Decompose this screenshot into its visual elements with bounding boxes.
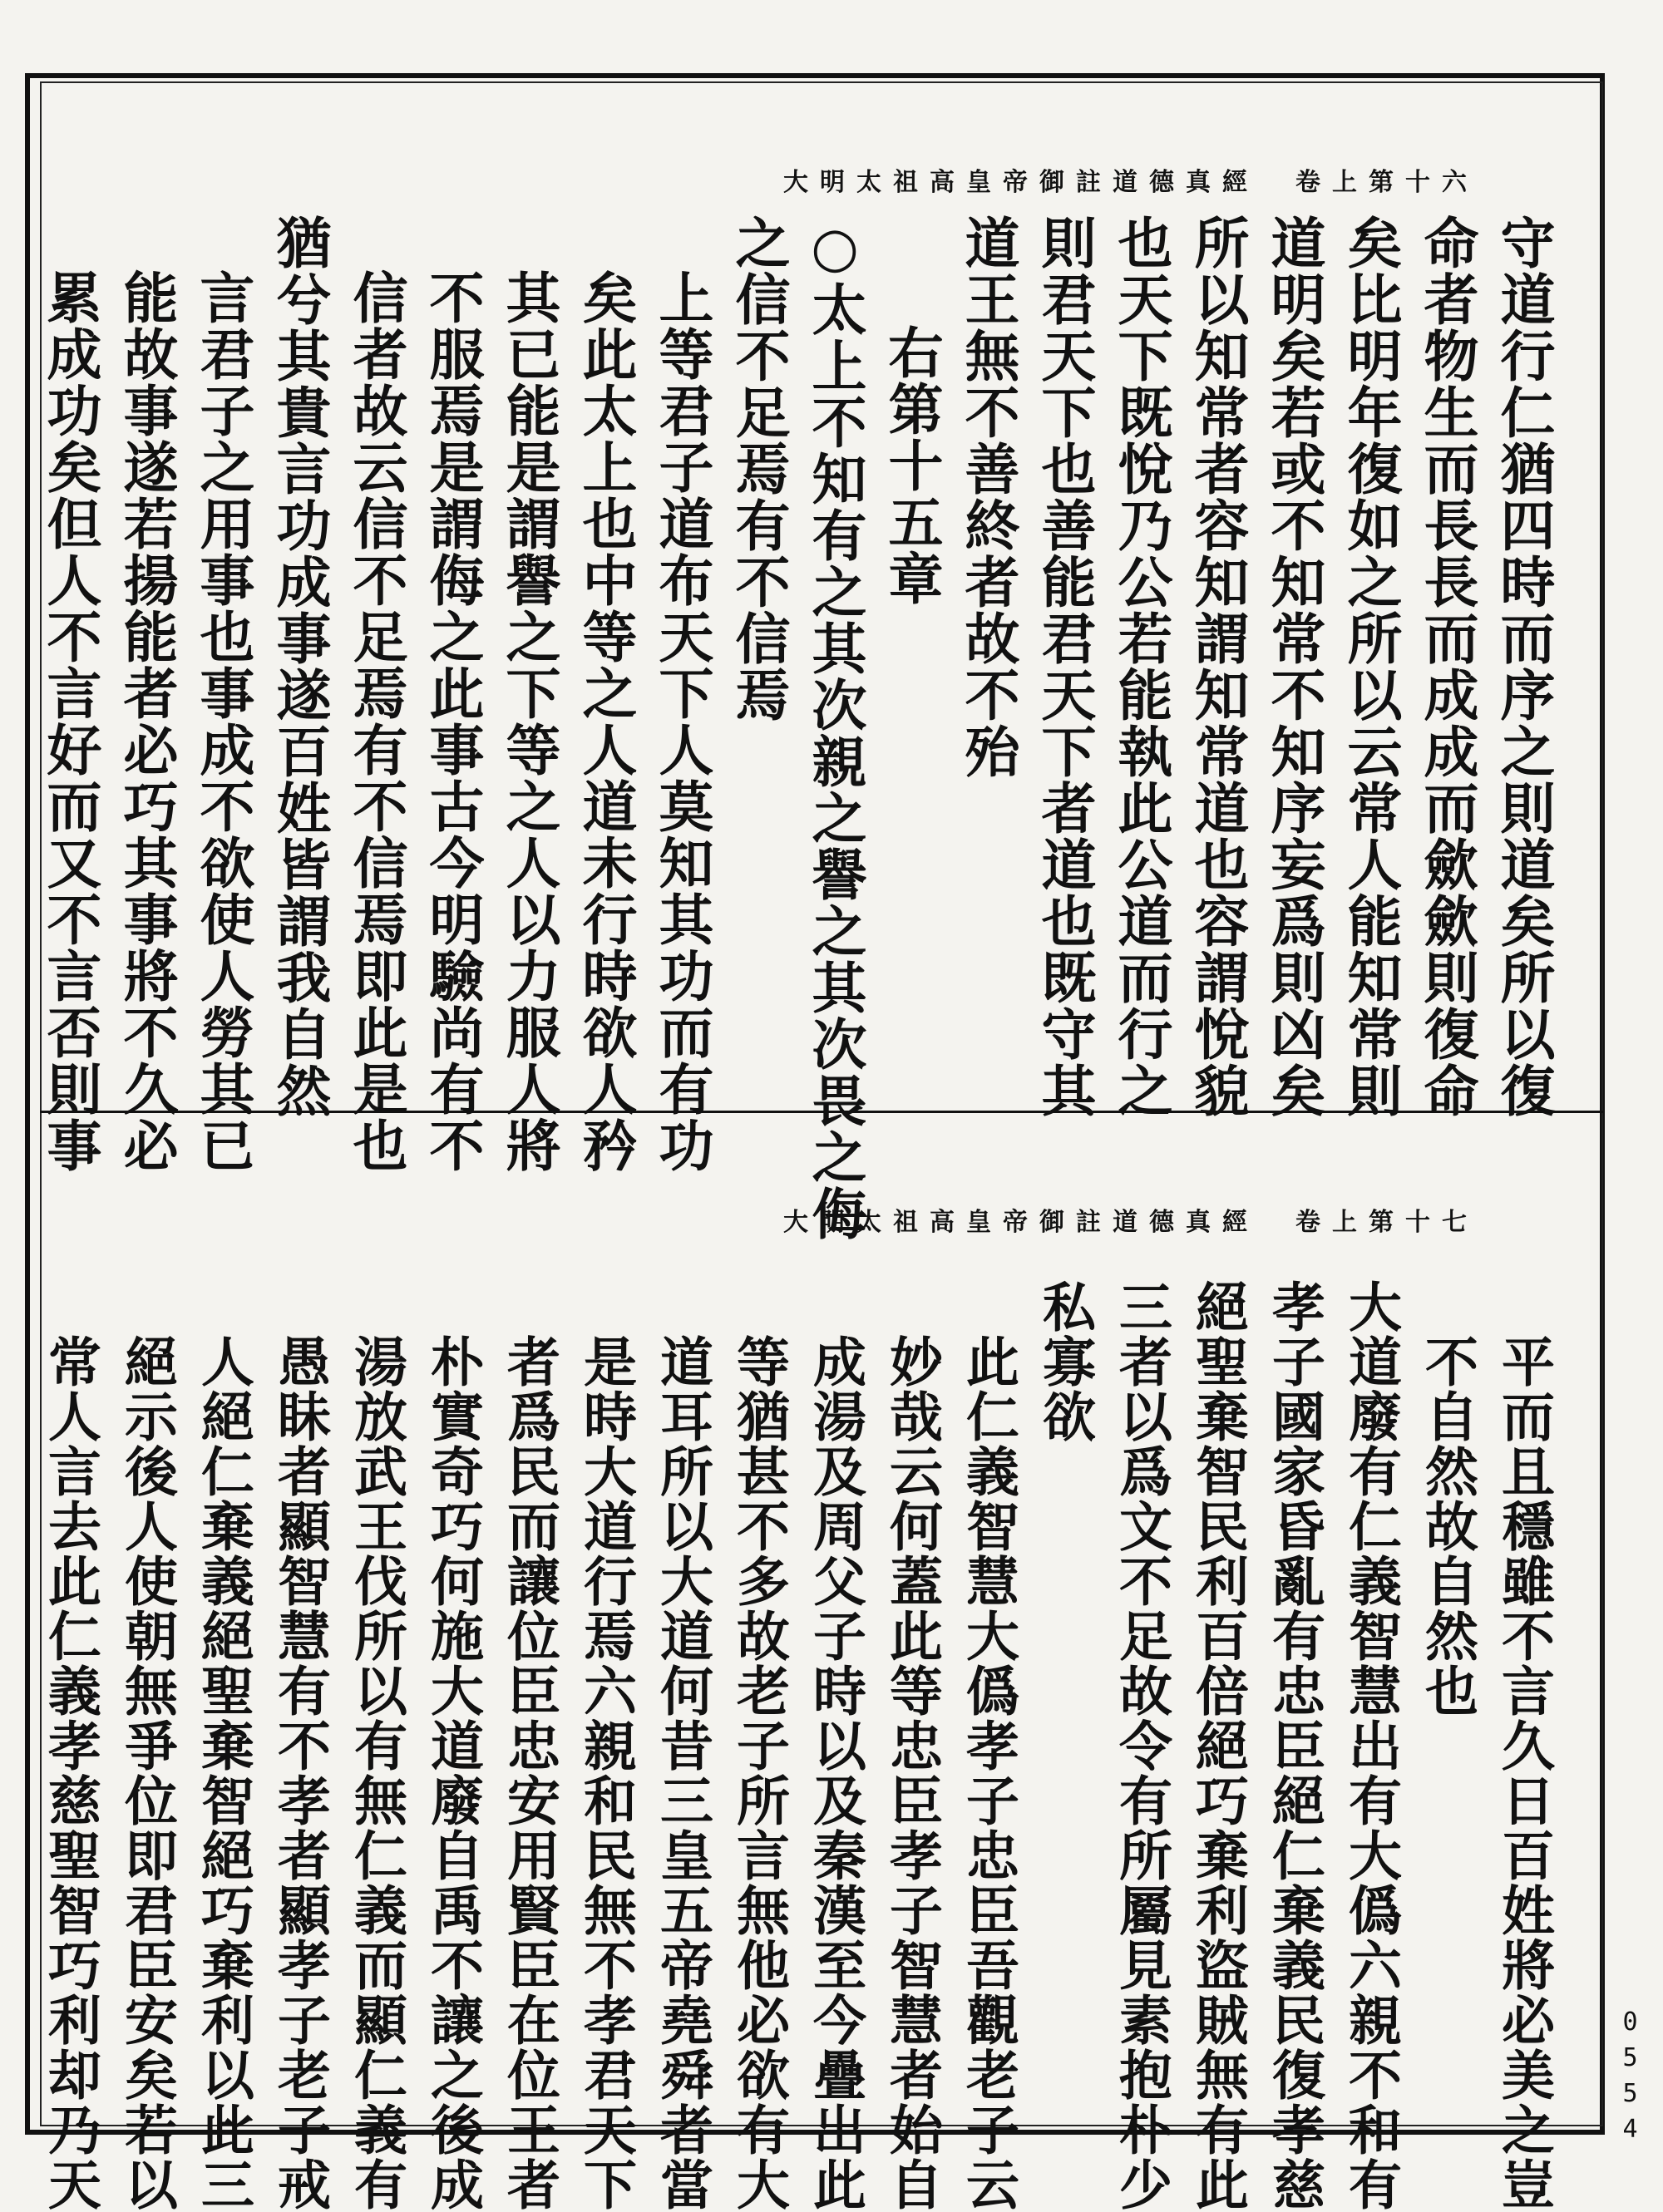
commentary-column: 平而且穩雖不言久日百姓將必美之豈: [1493, 1334, 1555, 2212]
commentary-column: 成湯及周父子時以及秦漢至今疊出此: [804, 1334, 866, 2212]
commentary-column: 者爲民而讓位臣忠安用賢臣在位王者: [498, 1334, 560, 2212]
top-running-header: 大明太祖高皇帝御註道德真經 卷上第十六: [783, 168, 1478, 197]
text-column: 絕聖棄智民利百倍絕巧棄利盜賊無有此: [1187, 1279, 1249, 2212]
chapter-marker: 右第十五章: [879, 324, 944, 607]
commentary-column: 常人言去此仁義孝慈聖智巧利却乃天: [39, 1334, 101, 2212]
text-column: 之信不足焉有不信焉: [726, 214, 791, 723]
commentary-column: 累成功矣但人不言好而又不言否則事: [37, 269, 102, 1174]
text-column: 大道廢有仁義智慧出有大僞六親不和有: [1340, 1279, 1402, 2212]
text-column: 守道行仁猶四時而序之則道矣所以復: [1491, 214, 1556, 1119]
text-column: 道王無不善終者故不殆: [955, 214, 1020, 780]
text-column: 則君天下也善能君天下者道也既守其: [1032, 214, 1097, 1119]
commentary-column: 言君子之用事也事成不欲使人勞其已: [190, 269, 255, 1174]
commentary-column: 上等君子道布天下人莫知其功而有功: [649, 269, 714, 1174]
commentary-column: 道耳所以大道何昔三皇五帝堯舜者當: [651, 1334, 713, 2212]
commentary-column: 信者故云信不足焉有不信焉即此是也: [343, 269, 408, 1174]
commentary-column: 絕示後人使朝無爭位即君臣安矣若以: [116, 1334, 178, 2212]
text-column: 私寡欲: [1034, 1279, 1096, 1444]
text-column: 猶兮其貴言功成事遂百姓皆謂我自然: [267, 214, 332, 1119]
text-column: ○太上不知有之其次親之譽之其次畏之侮: [802, 214, 867, 1242]
commentary-column: 此仁義智慧大僞孝子忠臣吾觀老子云: [957, 1334, 1019, 2212]
bottom-text-block: [39, 1279, 1562, 2212]
text-column: 三者以爲文不足故令有所屬見素抱朴少: [1110, 1279, 1172, 2212]
bottom-leaf: [39, 1113, 1603, 2212]
commentary-column: 不自然故自然也: [1416, 1334, 1478, 1718]
commentary-column: 不服焉是謂侮之此事古今明驗尚有不: [420, 269, 485, 1174]
text-column: 孝子國家昏亂有忠臣絕仁棄義民復孝慈: [1263, 1279, 1325, 2212]
commentary-column: 其已能是謂譽之下等之人以力服人將: [496, 269, 561, 1174]
commentary-column: 朴實奇巧何施大道廢自禹不讓之後成: [422, 1334, 484, 2212]
commentary-column: 是時大道行焉六親和民無不孝君天下: [575, 1334, 637, 2212]
commentary-column: 愚眛者顯智慧有不孝者顯孝子老子戒: [269, 1334, 331, 2212]
text-column: 矣比明年復如之所以云常人能知常則: [1338, 214, 1403, 1119]
text-column: 也天下既悅乃公若能執此公道而行之: [1108, 214, 1173, 1119]
commentary-column: 矣此太上也中等之人道未行時欲人矜: [573, 269, 638, 1174]
commentary-column: 等猶甚不多故老子所言無他必欲有大: [728, 1334, 790, 2212]
text-column: 道明矣若或不知常不知序妄爲則凶矣: [1261, 214, 1326, 1119]
commentary-column: 湯放武王伐所以有無仁義而顯仁義有: [345, 1334, 407, 2212]
bottom-running-header: 大明太祖高皇帝御註道德真經 卷上第十七: [783, 1208, 1478, 1237]
page-number: 0554: [1616, 2008, 1645, 2150]
commentary-column: 人絕仁棄義絕聖棄智絕巧棄利以此三: [192, 1334, 254, 2212]
commentary-column: 妙哉云何蓋此等忠臣孝子智慧者始自: [881, 1334, 943, 2212]
commentary-column: 能故事遂若揚能者必巧其事將不久必: [114, 269, 179, 1174]
text-column: 命者物生而長長而成成而歛歛則復命: [1414, 214, 1479, 1119]
text-column: 所以知常者容知謂知常道也容謂悅貌: [1185, 214, 1250, 1119]
